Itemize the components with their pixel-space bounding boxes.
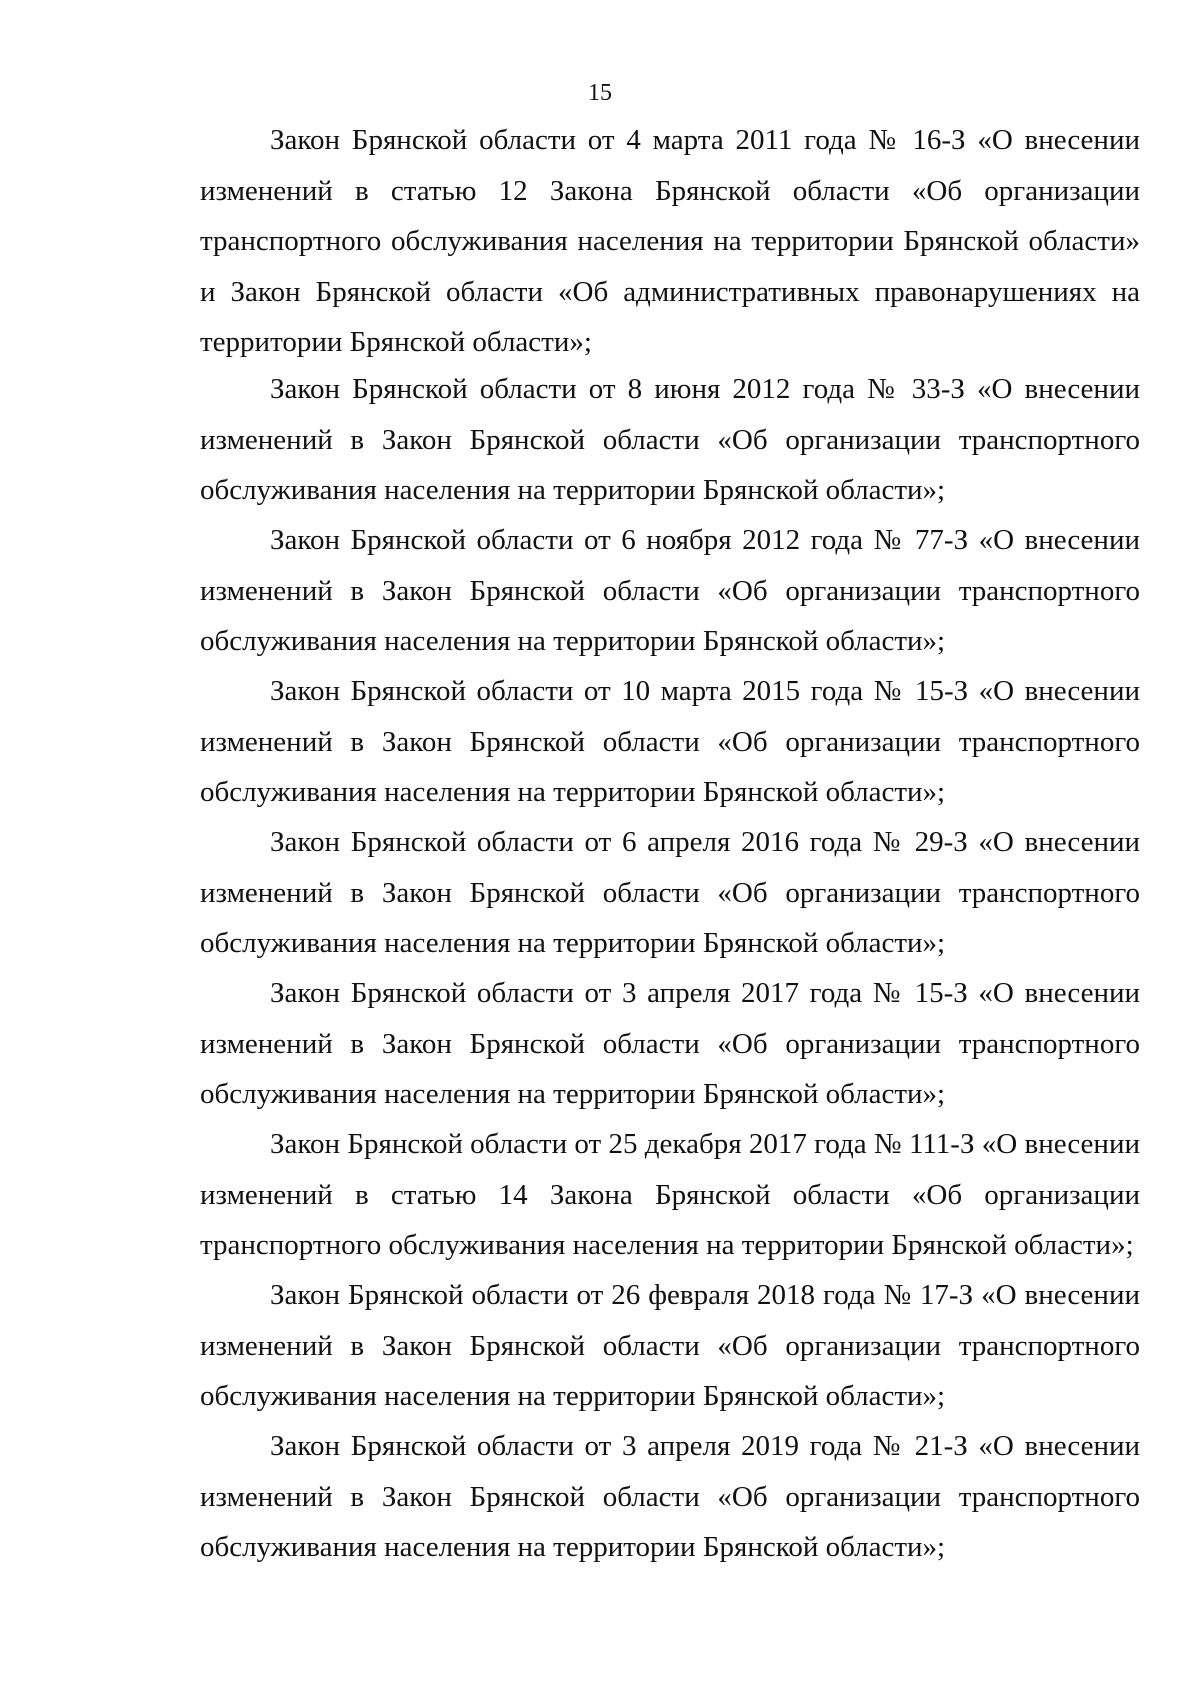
law-paragraph: Закон Брянской области от 25 декабря 2017 года № 111-З «О внесении изменений в статью 14 Закона Брянской области «Об организации транспортного обслуживания населения на территории Брянской области»; bbox=[200, 1128, 1140, 1261]
law-paragraph: Закон Брянской области от 3 апреля 2017 года № 15-З «О внесении изменений в Закон Брянской области «Об организации транспортного обслуживания населения на территории Брянской области»; bbox=[200, 977, 1140, 1110]
law-paragraph: Закон Брянской области от 8 июня 2012 года № 33-З «О внесении изменений в Закон Брянской области «Об организации транспортного обслуживания населения на территории Брянской области»; bbox=[200, 373, 1140, 506]
page-number: 15 bbox=[588, 80, 612, 106]
law-paragraph: Закон Брянской области от 6 ноября 2012 года № 77-З «О внесении изменений в Закон Брянской области «Об организации транспортного обслуживания населения на территории Брянской области»; bbox=[200, 524, 1140, 657]
law-paragraph: Закон Брянской области от 10 марта 2015 года № 15-З «О внесении изменений в Закон Брянской области «Об организации транспортного обслуживания населения на территории Брянской области»; bbox=[200, 675, 1140, 808]
law-paragraph: Закон Брянской области от 4 марта 2011 года № 16-З «О внесении изменений в статью 12 Закона Брянской области «Об организации транспортного обслуживания населения на территории Брянской области» и Закон Брянской области «Об административных правонарушениях на территории Брянской области»; bbox=[200, 124, 1140, 358]
law-paragraph: Закон Брянской области от 6 апреля 2016 года № 29-З «О внесении изменений в Закон Брянской области «Об организации транспортного обслуживания населения на территории Брянской области»; bbox=[200, 826, 1140, 959]
law-paragraph: Закон Брянской области от 26 февраля 2018 года № 17-З «О внесении изменений в Закон Брянской области «Об организации транспортного обслуживания населения на территории Брянской области»; bbox=[200, 1279, 1140, 1412]
law-paragraph: Закон Брянской области от 3 апреля 2019 года № 21-З «О внесении изменений в Закон Брянской области «Об организации транспортного обслуживания населения на территории Брянской области»; bbox=[200, 1430, 1140, 1563]
